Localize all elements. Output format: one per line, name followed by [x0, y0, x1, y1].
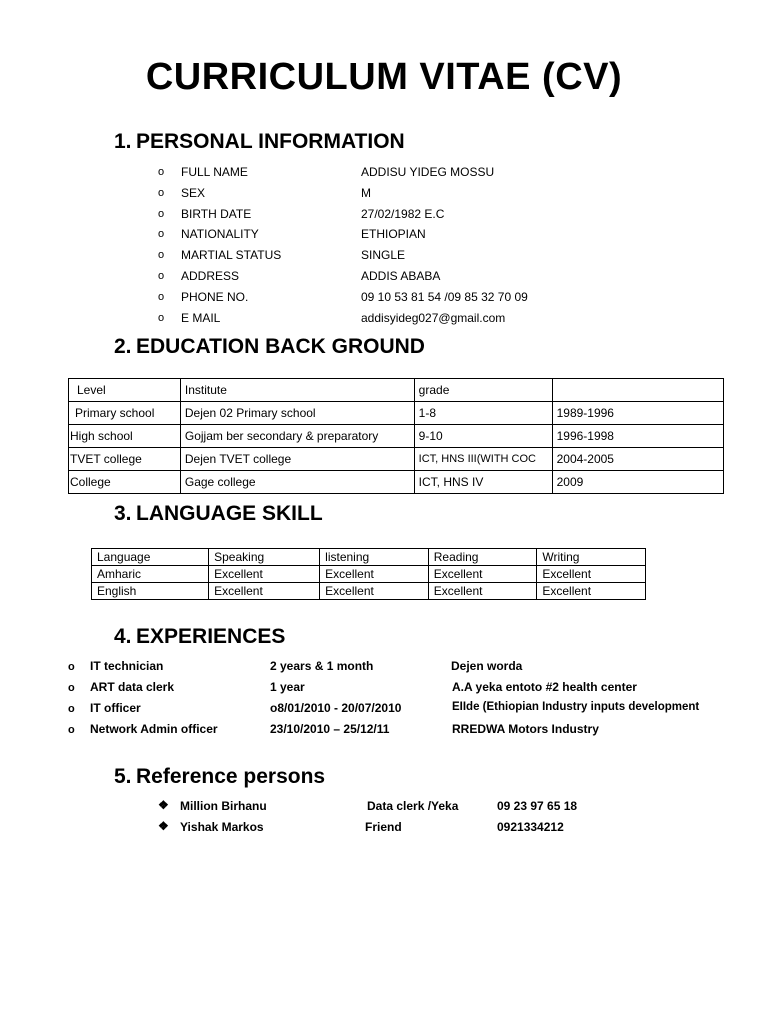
bullet-icon: o: [158, 228, 165, 240]
table-cell: ICT, HNS III(WITH COC: [414, 448, 552, 471]
education-table: [68, 378, 724, 494]
table-cell: ICT, HNS IV: [414, 471, 552, 494]
diamond-bullet-icon: ❖: [158, 819, 169, 833]
field-label: PHONE NO.: [181, 290, 249, 304]
field-value: ETHIOPIAN: [361, 227, 426, 241]
field-value: ADDISU YIDEG MOSSU: [361, 165, 495, 179]
table-cell: Level: [69, 379, 181, 402]
table-cell: 1996-1998: [552, 425, 723, 448]
table-row: [69, 425, 724, 448]
table-row: [92, 583, 646, 600]
experience-place: A.A yeka entoto #2 health center: [452, 680, 637, 694]
experience-role: IT technician: [90, 659, 164, 673]
field-value: 27/02/1982 E.C: [361, 207, 445, 221]
table-cell: 1989-1996: [552, 402, 723, 425]
experience-role: Network Admin officer: [90, 722, 218, 736]
field-value: ADDIS ABABA: [361, 269, 441, 283]
table-cell: Excellent: [209, 566, 320, 583]
experience-role: ART data clerk: [90, 680, 175, 694]
reference-relation: Friend: [365, 820, 402, 834]
table-cell: Amharic: [92, 566, 209, 583]
table-cell: 9-10: [414, 425, 552, 448]
section-title: EDUCATION BACK GROUND: [136, 335, 425, 358]
table-cell: Institute: [180, 379, 414, 402]
table-row: [92, 566, 646, 583]
table-cell: Dejen TVET college: [180, 448, 414, 471]
field-label: ADDRESS: [181, 269, 240, 283]
table-cell: 1-8: [414, 402, 552, 425]
field-label: SEX: [181, 186, 206, 200]
table-cell: [552, 379, 723, 402]
field-value: M: [361, 186, 371, 200]
bullet-icon: o: [158, 249, 165, 261]
reference-name: Million Birhanu: [180, 799, 267, 813]
field-label: E MAIL: [181, 311, 221, 325]
field-label: BIRTH DATE: [181, 207, 252, 221]
reference-relation: Data clerk /Yeka: [367, 799, 459, 813]
section-heading-language: [114, 502, 323, 526]
table-row: [69, 379, 724, 402]
bullet-icon: o: [158, 270, 165, 282]
table-row: [69, 402, 724, 425]
table-row: [69, 448, 724, 471]
table-cell: Excellent: [428, 583, 537, 600]
section-heading-reference: [114, 765, 325, 789]
table-header-cell: Language: [92, 549, 209, 566]
table-cell: Excellent: [209, 583, 320, 600]
bullet-icon: o: [158, 312, 165, 324]
experience-duration: o8/01/2010 - 20/07/2010: [270, 701, 402, 715]
experience-place: RREDWA Motors Industry: [452, 722, 599, 736]
section-title: LANGUAGE SKILL: [136, 502, 323, 525]
field-label: NATIONALITY: [181, 227, 259, 241]
experience-duration: 2 years & 1 month: [270, 659, 374, 673]
table-cell: Dejen 02 Primary school: [180, 402, 414, 425]
table-header-cell: Writing: [537, 549, 646, 566]
table-cell: College: [69, 471, 181, 494]
table-cell: Excellent: [537, 566, 646, 583]
table-cell: High school: [69, 425, 181, 448]
table-cell: Gage college: [180, 471, 414, 494]
table-cell: 2004-2005: [552, 448, 723, 471]
table-cell: 2009: [552, 471, 723, 494]
table-cell: Primary school: [69, 402, 181, 425]
diamond-bullet-icon: ❖: [158, 798, 169, 812]
reference-name: Yishak Markos: [180, 820, 264, 834]
section-number: 5.: [114, 765, 132, 788]
field-label: MARTIAL STATUS: [181, 248, 282, 262]
section-heading-education: [114, 335, 425, 359]
bullet-icon: o: [68, 661, 75, 673]
field-value: 09 10 53 81 54 /09 85 32 70 09: [361, 290, 528, 304]
section-number: 3.: [114, 502, 132, 525]
table-cell: Excellent: [428, 566, 537, 583]
field-value: SINGLE: [361, 248, 406, 262]
experience-place: EIIde (Ethiopian Industry inputs development: [452, 701, 700, 713]
bullet-icon: o: [158, 187, 165, 199]
table-cell: English: [92, 583, 209, 600]
section-heading-personal: [114, 130, 405, 154]
table-cell: TVET college: [69, 448, 181, 471]
experience-role: IT officer: [90, 701, 141, 715]
table-header-cell: Reading: [428, 549, 537, 566]
reference-phone: 0921334212: [497, 820, 564, 834]
table-cell: Excellent: [537, 583, 646, 600]
section-number: 1.: [114, 130, 132, 153]
email-value[interactable]: addisyideg027@gmail.com: [361, 311, 506, 325]
language-table: [91, 548, 646, 600]
table-cell: grade: [414, 379, 552, 402]
bullet-icon: o: [158, 208, 165, 220]
bullet-icon: o: [68, 724, 75, 736]
table-cell: Gojjam ber secondary & preparatory: [180, 425, 414, 448]
experience-duration: 23/10/2010 – 25/12/11: [270, 722, 390, 736]
section-title: Reference persons: [136, 765, 326, 788]
table-header-cell: listening: [320, 549, 429, 566]
bullet-icon: o: [68, 682, 75, 694]
section-number: 4.: [114, 625, 132, 648]
bullet-icon: o: [158, 291, 165, 303]
bullet-icon: o: [158, 166, 165, 178]
experience-duration: 1 year: [270, 680, 305, 694]
reference-phone: 09 23 97 65 18: [497, 799, 578, 813]
bullet-icon: o: [68, 703, 75, 715]
document-title: CURRICULUM VITAE (CV): [145, 56, 623, 98]
table-cell: Excellent: [320, 566, 429, 583]
section-title: PERSONAL INFORMATION: [136, 130, 405, 153]
table-cell: Excellent: [320, 583, 429, 600]
table-header-row: [92, 549, 646, 566]
section-title: EXPERIENCES: [136, 625, 286, 648]
field-label: FULL NAME: [181, 165, 248, 179]
experience-place: Dejen worda: [451, 659, 523, 673]
table-header-cell: Speaking: [209, 549, 320, 566]
section-heading-experience: [114, 625, 285, 649]
table-row: [69, 471, 724, 494]
section-number: 2.: [114, 335, 132, 358]
